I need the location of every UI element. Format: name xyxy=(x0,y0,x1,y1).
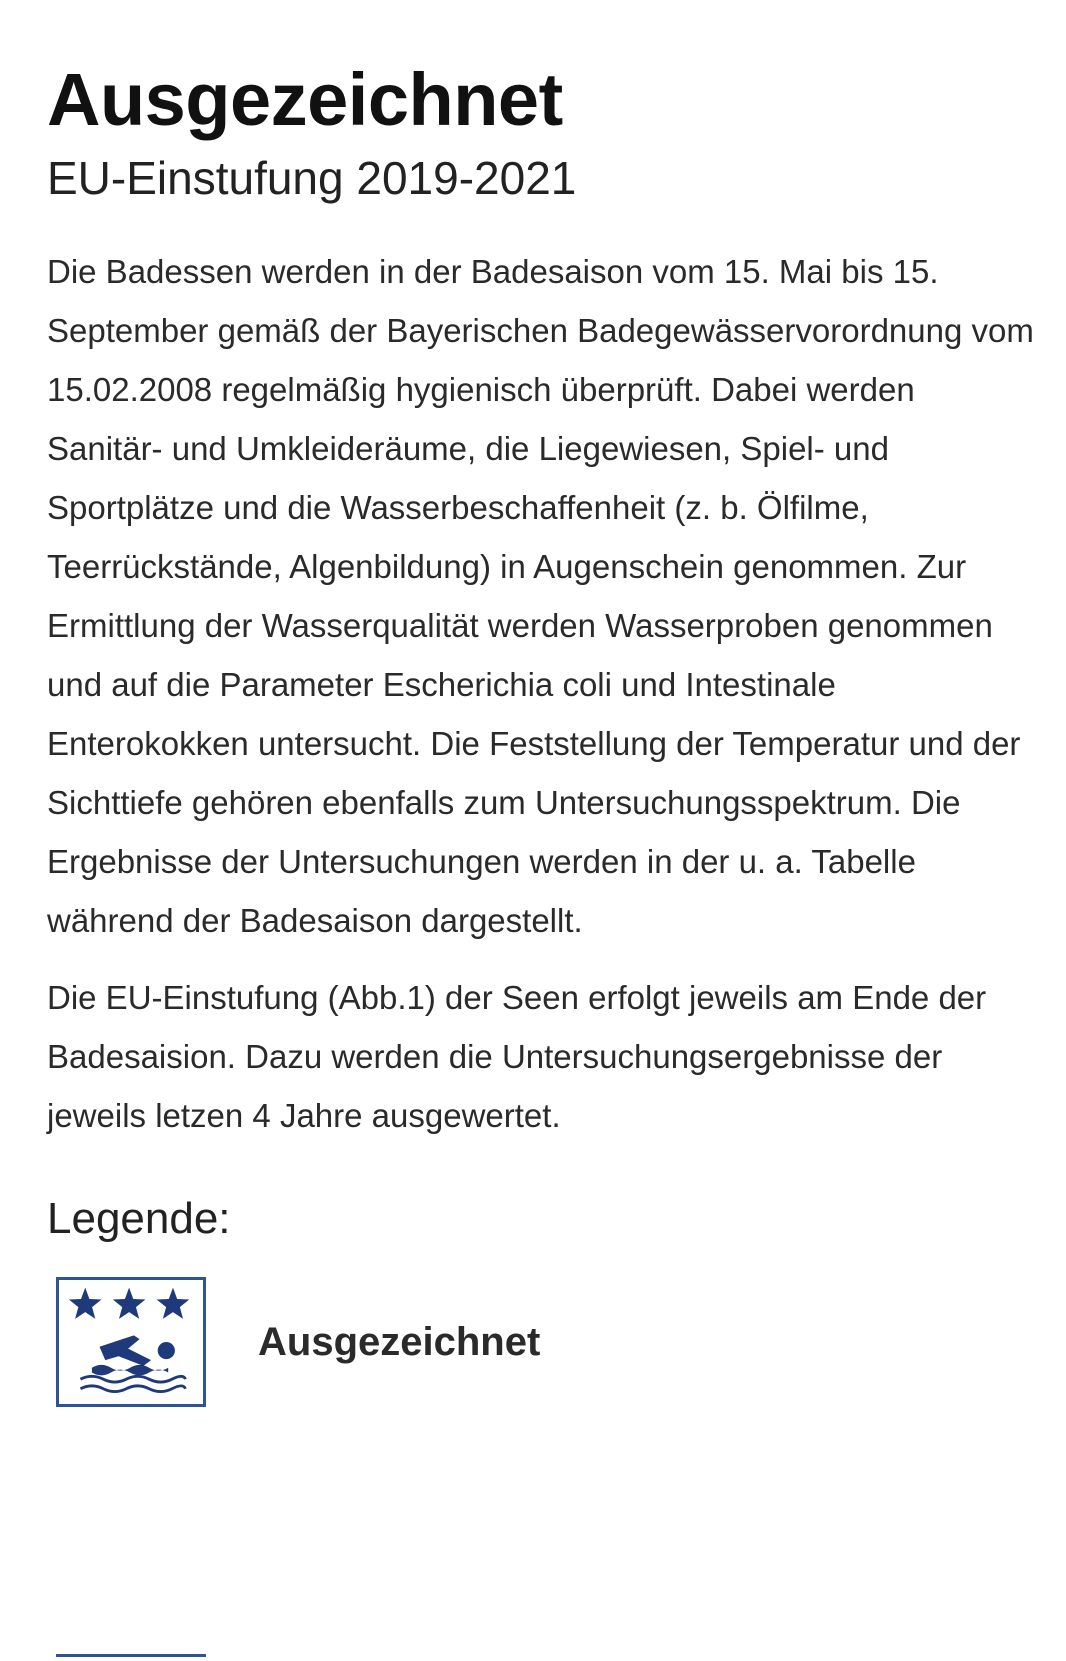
page-subtitle: EU-Einstufung 2019-2021 xyxy=(47,152,577,204)
swimmer-icon xyxy=(92,1335,175,1375)
legend-heading: Legende: xyxy=(47,1194,231,1243)
star-icon xyxy=(69,1288,102,1319)
classification-paragraph: Die EU-Einstufung (Abb.1) der Seen erfolgt jeweils am Ende der Badesaision. Dazu werden die Untersuchungsergebnisse der jeweils letzen 4 Jahre ausgewertet. xyxy=(47,979,987,1134)
page-title: Ausgezeichnet xyxy=(47,58,563,141)
description-paragraph: Die Badessen werden in der Badesaison vom 15. Mai bis 15. September gemäß der Bayerischen Badegewässervorordnung vom 15.02.2008 regelmäßig hygienisch überprüft. Dabei werden Sanitär- und Umkleideräume, die Liegewiesen, Spiel- und Sportplätze und die Wasserbeschaffenheit (z. b. Ölfilme, Teerrückstände, Algenbildung) in Augenschein genommen. Zur Ermittlung der Wasserqualität werden Wasserproben genommen und auf die Parameter Escherichia coli und Intestinale Enterokokken untersucht. Die Feststellung der Temperatur und der Sichttiefe gehören ebenfalls zum Untersuchungsspektrum. Die Ergebnisse der Untersuchungen werden in der u. a. Tabelle während der Badesaison dargestellt. xyxy=(47,253,1034,939)
legend-item-excellent xyxy=(47,1277,1037,1407)
star-icon xyxy=(113,1288,146,1319)
three-stars-swimmer-icon xyxy=(56,1277,206,1407)
main-content xyxy=(47,52,1037,1407)
star-icon xyxy=(157,1288,190,1319)
next-legend-icon-partial xyxy=(56,1654,206,1661)
legend-item-label: Ausgezeichnet xyxy=(258,1320,541,1364)
